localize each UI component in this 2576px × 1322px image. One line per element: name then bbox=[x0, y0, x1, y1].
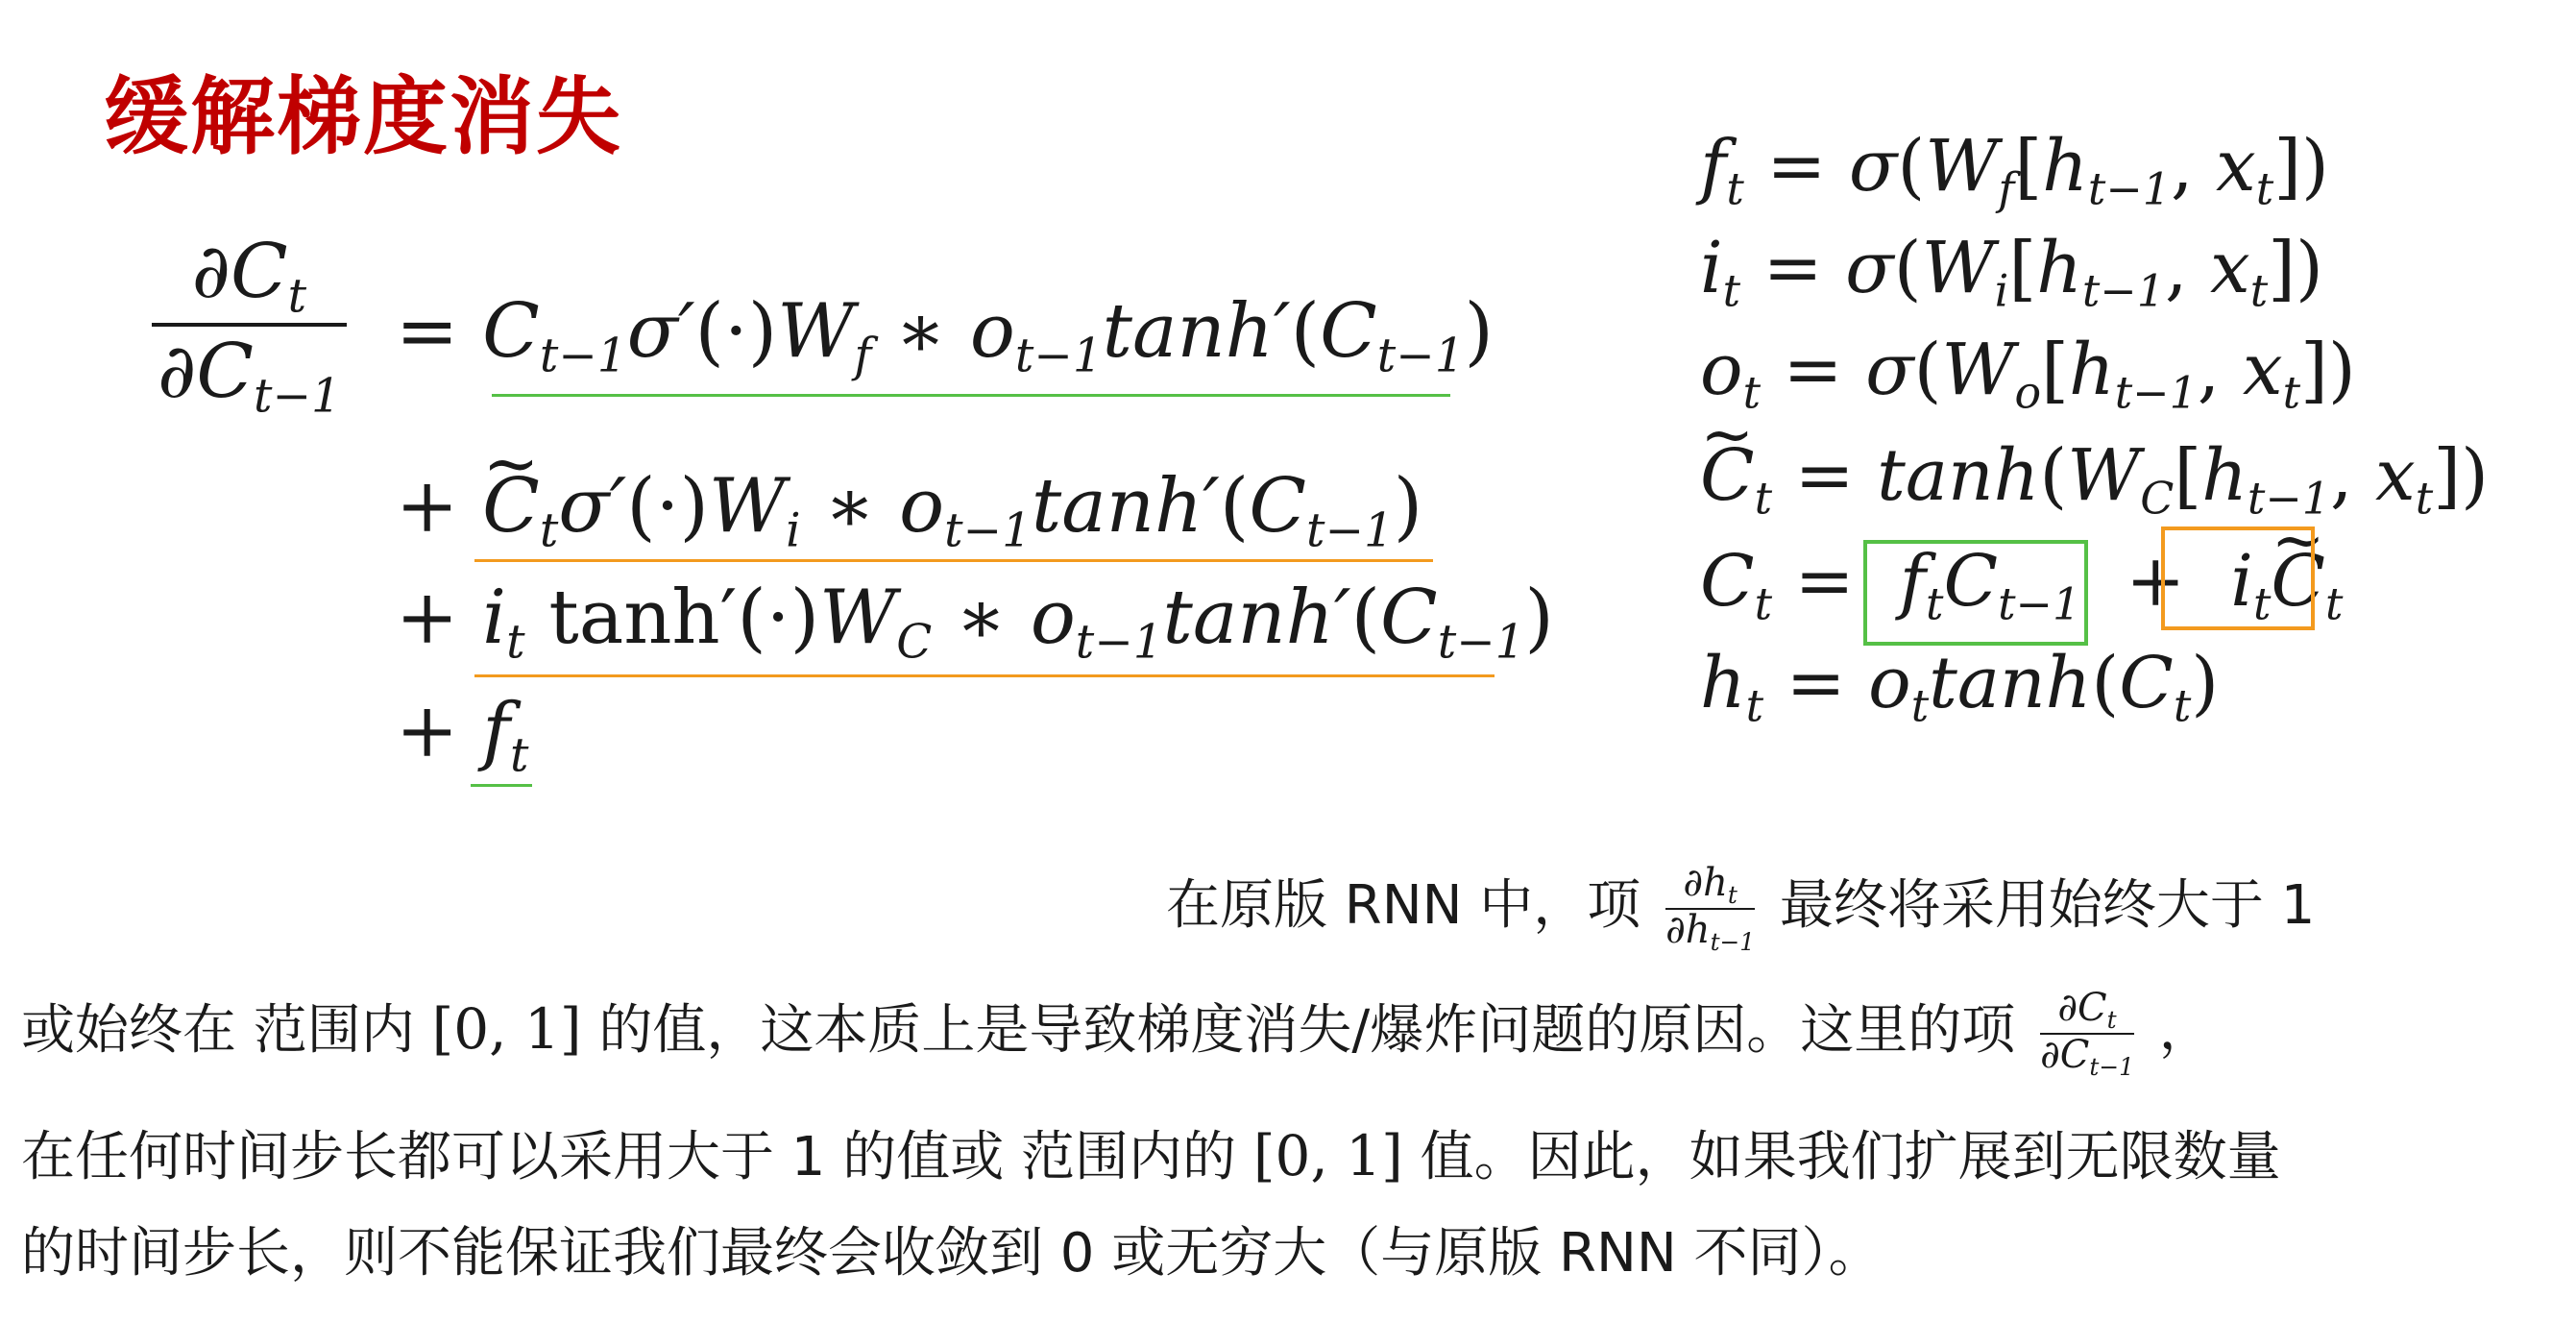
paragraph-line-1: 在原版 RNN 中，项 $\frac{\partial h_t}{\partial h_{t-1}}$ 最终将采用始终大于 1 bbox=[1166, 861, 2316, 956]
term-2: + ~ $C_t\sigma'(\cdot)W_i$ ∗ $o_{t-1}\tanh'(C_{t-1})$ bbox=[396, 463, 1422, 557]
frac-dh: $\frac{\partial h_t}{\partial h_{t-1}}$ bbox=[1665, 861, 1756, 956]
term-4: + $f_t$ bbox=[396, 688, 529, 783]
frac-dc: $\frac{\partial C_t}{\partial C_{t-1}}$ bbox=[2040, 986, 2134, 1081]
slide-title: 缓解梯度消失 bbox=[104, 67, 623, 166]
paragraph-line-3: 在任何时间步长都可以采用大于 1 的值或 范围内的 [0, 1] 值。因此，如果我们扩展到无限数量 bbox=[21, 1123, 2281, 1188]
term-1-underline bbox=[492, 394, 1450, 397]
term-3: + $i_t$ $\tanh'(\cdot)W_C$ ∗ $o_{t-1}\tanh'(C_{t-1})$ bbox=[396, 575, 1554, 670]
term-2-underline bbox=[474, 559, 1433, 562]
input-gate-eq: $i_t = \sigma(W_i[h_{t-1}$, $x_t$]) bbox=[1700, 227, 2323, 317]
input-term-box bbox=[2161, 526, 2315, 630]
output-gate-eq: $o_t = \sigma(W_o[h_{t-1}$, $x_t$]) bbox=[1700, 329, 2356, 419]
lhs-fraction: $\frac{\partial C_t}{\partial C_{t-1}}$ bbox=[152, 229, 347, 424]
paragraph-line-4: 的时间步长，则不能保证我们最终会收敛到 0 或无穷大（与原版 RNN 不同）。 bbox=[21, 1222, 1883, 1285]
cell-state-eq: $C_t = f_tC_{t-1}$ + $i_t\sim$ $C_t$ bbox=[1700, 540, 2343, 630]
term-4-underline bbox=[471, 784, 532, 787]
forget-gate-eq: $f_t = \sigma(W_f[h_{t-1}$, $x_t$]) bbox=[1700, 125, 2329, 215]
hidden-state-eq: $h_t = o_t\tanh(C_t)$ bbox=[1700, 642, 2220, 732]
forget-term-box bbox=[1863, 540, 2088, 646]
candidate-cell-eq: ~ $C_t = \tanh(W_C[h_{t-1}$, $x_t$]) bbox=[1700, 434, 2489, 525]
term-3-underline bbox=[474, 674, 1495, 677]
paragraph-line-2: 或始终在 范围内 [0, 1] 的值，这本质上是导致梯度消失/爆炸问题的原因。这里的项 $\frac{\partial C_t}{\partial C_{t-1}}$ ， bbox=[21, 986, 2213, 1081]
term-1: = $C_{t-1}\sigma'(\cdot)W_f$ ∗ $o_{t-1}\tanh'(C_{t-1})$ bbox=[396, 288, 1494, 383]
